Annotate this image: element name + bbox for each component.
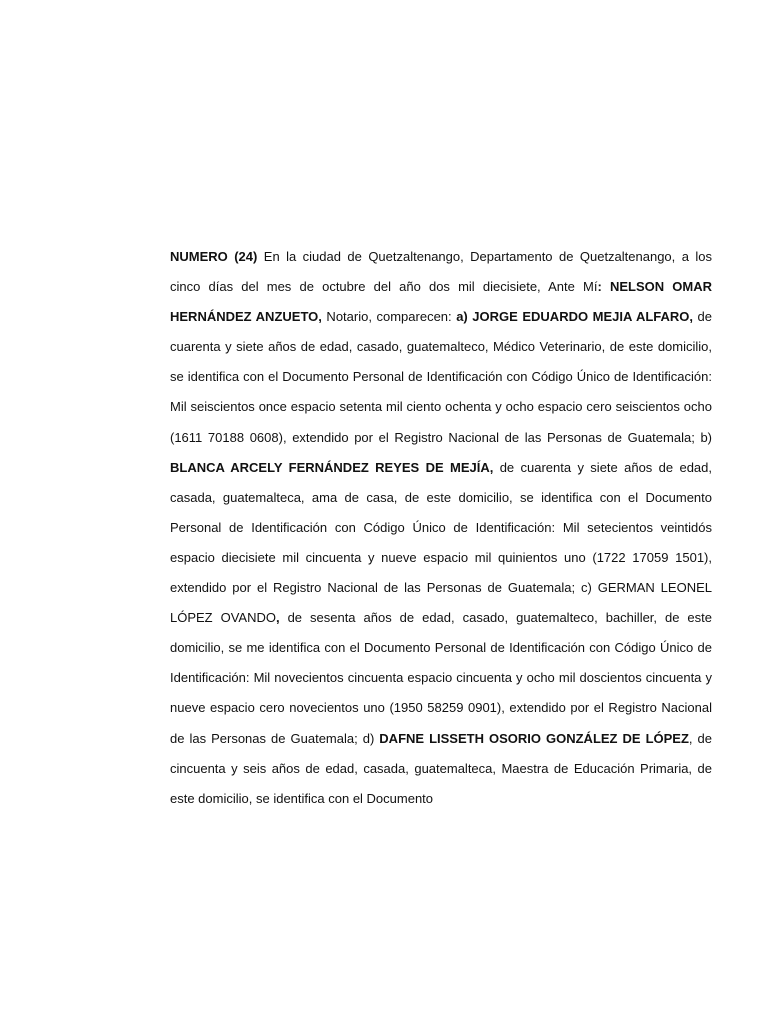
deed-text-segment: Notario, comparecen:	[321, 309, 457, 325]
bold-comma: ,	[275, 610, 280, 626]
deed-text-segment: En la ciudad de Quetzaltenango, Departamento de Quetzaltenango, a los cinco días del mes de octubre del año dos mil diecisiete, Ante Mí	[170, 249, 713, 295]
appearing-party-d: DAFNE LISSETH OSORIO GONZÁLEZ DE LÓPEZ	[379, 730, 689, 746]
deed-text-segment: de cuarenta y siete años de edad, casada, guatemalteca, ama de casa, de este domicilio, se identifica con el Documento Personal de Identificación con Código Único de Identificación: Mil setecientos veintidós espacio diecisiete mil cincuenta y nueve espacio mil quinientos uno (1722 17059 1501), extendido por el Registro Nacional de las Personas de Guatemala; c) GERMAN LEONEL LÓPEZ OVANDO	[170, 459, 712, 626]
appearing-party-a: a) JORGE EDUARDO MEJIA ALFARO,	[456, 309, 693, 325]
deed-number: NUMERO (24)	[170, 249, 258, 264]
appearing-party-b: BLANCA ARCELY FERNÁNDEZ REYES DE MEJÍA,	[170, 459, 494, 475]
deed-text-segment: de cuarenta y siete años de edad, casado, guatemalteco, Médico Veterinario, de este domicilio, se identifica con el Documento Personal de Identificación con Código Único de Identificación: Mil seiscientos once espacio setenta mil ciento ochenta y ocho espacio cero seiscientos ocho (1611 70188 0608), extendido por el Registro Nacional de las Personas de Guatemala; b)	[170, 309, 713, 445]
deed-text-segment: , de cincuenta y seis años de edad, casada, guatemalteca, Maestra de Educación Primaria, de este domicilio, se identifica con el Documento	[170, 730, 713, 806]
notary-name: : NELSON OMAR HERNÁNDEZ ANZUETO,	[170, 279, 712, 325]
deed-paragraph	[170, 242, 712, 814]
deed-text-segment: de sesenta años de edad, casado, guatemalteco, bachiller, de este domicilio, se me identifica con el Documento Personal de Identificación con Código Único de Identificación: Mil novecientos cincuenta espacio cincuenta y ocho mil doscientos cincuenta y nueve espacio cero novecientos uno (1950 58259 0901), extendido por el Registro Nacional de las Personas de Guatemala; d)	[170, 610, 713, 746]
